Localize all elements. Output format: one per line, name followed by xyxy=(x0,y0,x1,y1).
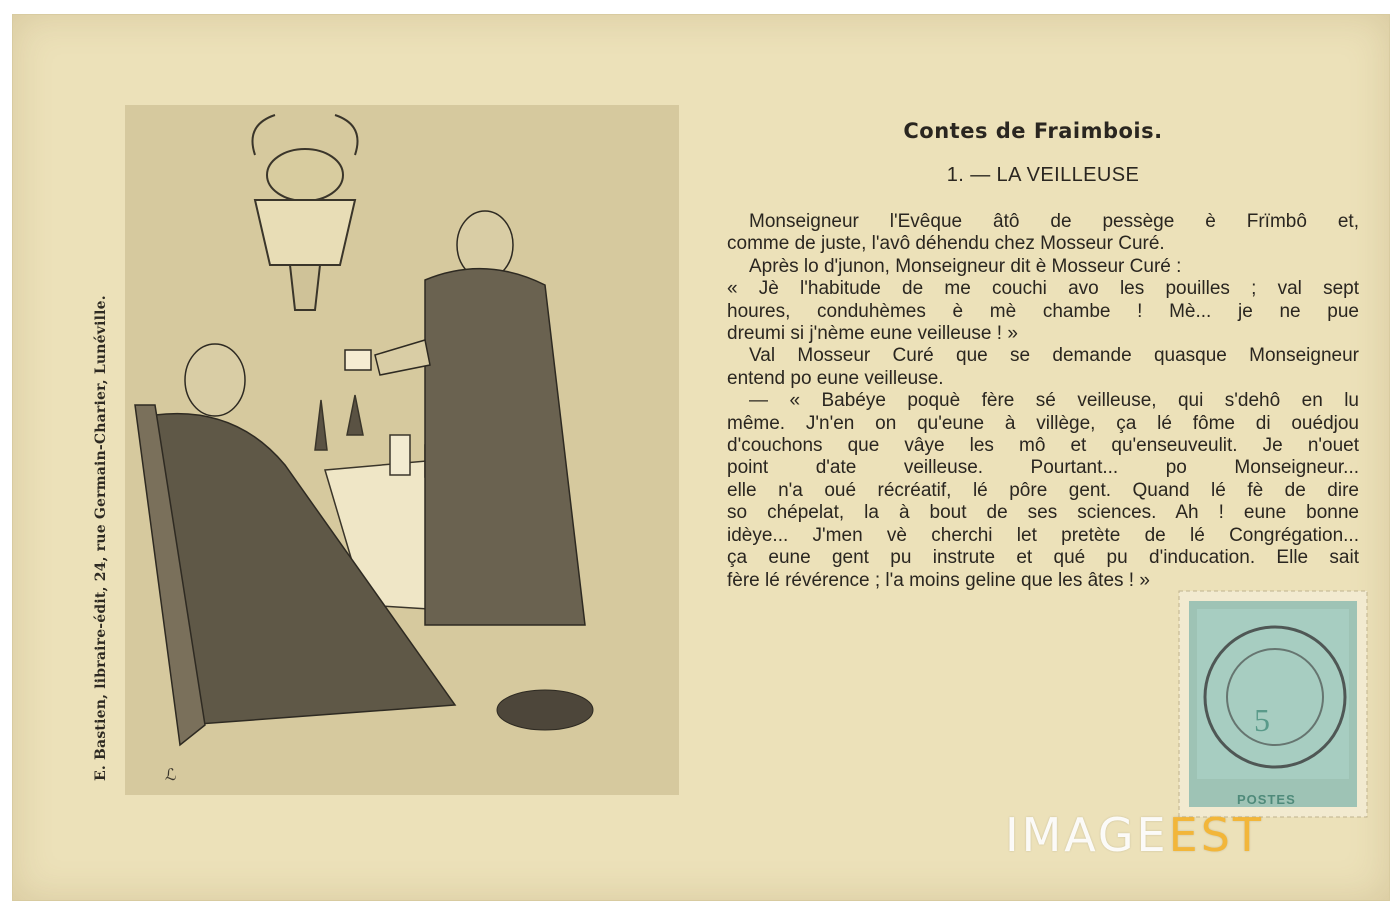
story-text xyxy=(727,211,1359,592)
watermark xyxy=(1005,808,1264,862)
story-subtitle: 1. — LA VEILLEUSE xyxy=(946,164,1140,186)
story-line: même. J'n'en on qu'eune à villège, ça lé fôme di ouédjou xyxy=(727,412,1359,434)
story-line: elle n'a oué récréatif, lé pôre gent. Quand lé fè de dire xyxy=(727,479,1359,501)
story-line: « Jè l'habitude de me couchi avo les pouilles ; val sept xyxy=(727,278,1359,300)
stamp-label: POSTES xyxy=(1237,792,1296,807)
story-line: so chépelat, la à bout de ses sciences. Ah ! eune bonne xyxy=(727,502,1359,524)
hat-on-floor xyxy=(497,690,593,730)
postcard xyxy=(12,14,1390,901)
publisher-imprint: E. Bastien, libraire-édit, 24, rue Germain-Charier, Lunéville. xyxy=(93,295,109,781)
story-line: Après lo d'junon, Monseigneur dit è Mosseur Curé : xyxy=(749,255,1182,277)
story-line: comme de juste, l'avô déhendu chez Mosseur Curé. xyxy=(727,233,1165,255)
watermark-main: IMAGE xyxy=(1005,808,1169,862)
story-line: fère lé révérence ; l'a moins geline que les âtes ! » xyxy=(727,569,1150,591)
story-line: d'couchons que vâye les mô et qu'enseuveulit. Je n'ouet xyxy=(727,435,1359,457)
watermark-accent: EST xyxy=(1168,808,1264,862)
engraving-drawing xyxy=(125,105,679,795)
story-line: ça eune gent pu instrute et qué pu d'inducation. Elle sait xyxy=(727,547,1359,569)
story-line: idèye... J'men vè cherchi let pretète de lé Congrégation... xyxy=(727,524,1359,546)
story-line: Val Mosseur Curé que se demande quasque Monseigneur xyxy=(749,345,1359,367)
svg-text:ℒ: ℒ xyxy=(165,767,177,784)
story-line: — « Babéye poquè fère sé veilleuse, qui s'dehô en lu xyxy=(749,390,1359,412)
stamp-drawing xyxy=(1175,587,1371,821)
postage-stamp xyxy=(1175,587,1371,821)
stamp-value: 5 xyxy=(1254,702,1270,738)
story-line: point d'ate veilleuse. Pourtant... po Monseigneur... xyxy=(727,457,1359,479)
illustration-priests-veilleuse xyxy=(125,105,679,795)
page-title: Contes de Fraimbois. xyxy=(903,119,1163,143)
story-line: houres, conduhèmes è mè chambe ! Mè... je ne pue xyxy=(727,300,1359,322)
story-line: entend po eune veilleuse. xyxy=(727,367,944,389)
story-line: Monseigneur l'Evêque âtô de pessège è Frïmbô et, xyxy=(749,211,1359,232)
story-line: dreumi si j'nème eune veilleuse ! » xyxy=(727,323,1018,345)
